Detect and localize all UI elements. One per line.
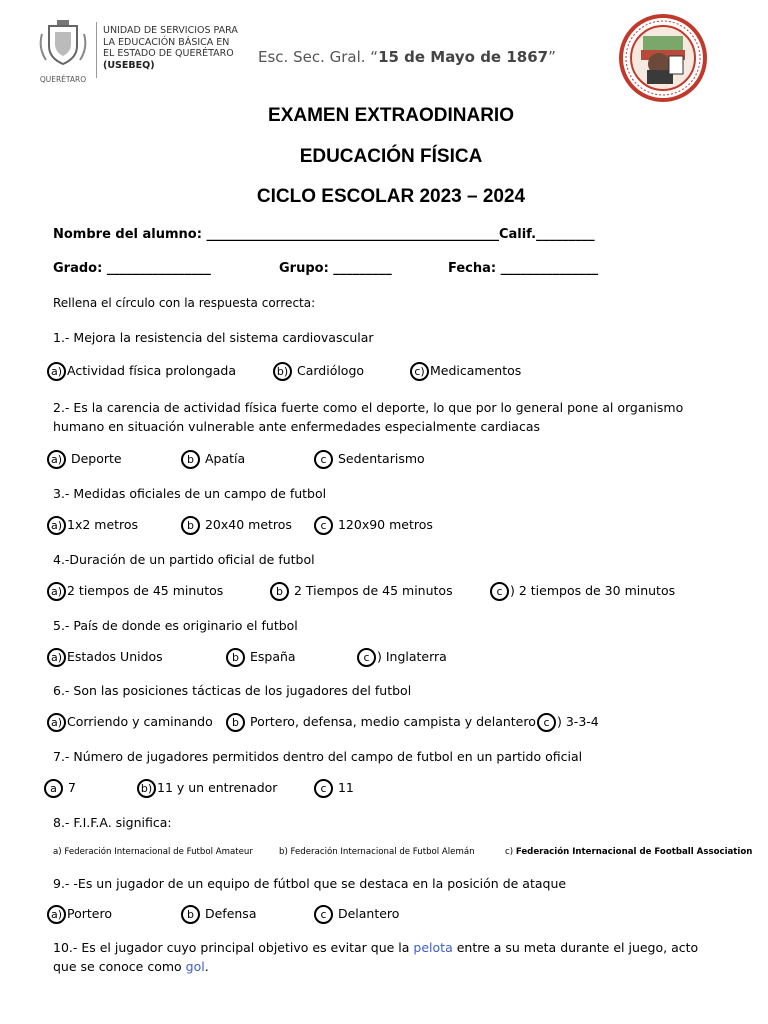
option-1c[interactable]: c) Medicamentos [410,362,521,381]
logo-caption: QUERÉTARO [39,75,87,84]
question-7: 7.- Número de jugadores permitidos dentro del campo de futbol en un partido oficial [53,749,583,764]
school-year-title: CICLO ESCOLAR 2023 – 2024 [256,186,526,207]
org-line: (USEBEQ) [103,59,155,71]
option-6c[interactable]: c ) 3-3-4 [537,713,599,732]
option-9c[interactable]: c Delantero [314,905,399,924]
student-name-field[interactable]: Nombre del alumno: _____________________________________________Calif._________ [53,227,595,242]
school-seal-icon [619,14,707,102]
option-8c[interactable]: c) Federación Internacional de Football Association [505,847,753,857]
pelota-link[interactable]: pelota [413,940,453,955]
school-name-bold: 15 de Mayo de 1867 [378,48,549,66]
answer-circle[interactable]: a) [47,582,66,601]
question-2: 2.- Es la carencia de actividad física fuerte como el deporte, lo que por lo general pone al organismo humano en situación vulnerable ante enfermedades especialmente cardiacas [53,400,684,434]
answer-circle[interactable]: a) [47,905,66,924]
question-10: 10.- Es el jugador cuyo principal objetivo es evitar que la pelota entre a su meta durante el juego, acto que se conoce como gol. [53,940,699,974]
question-9: 9.- -Es un jugador de un equipo de fútbol que se destaca en la posición de ataque [53,876,567,891]
question-8: 8.- F.I.F.A. significa: [53,815,172,830]
answer-circle[interactable]: c [314,779,333,798]
instructions: Rellena el círculo con la respuesta correcta: [53,296,316,310]
org-line: UNIDAD DE SERVICIOS PARA [103,25,238,36]
option-1a[interactable]: a) Actividad física prolongada [47,362,236,381]
state-logo [34,20,92,84]
answer-circle[interactable]: b [181,516,200,535]
option-7b[interactable]: b) 11 y un entrenador [137,779,277,798]
answer-circle[interactable]: b [270,582,289,601]
option-3a[interactable]: a) 1x2 metros [47,516,138,535]
answer-circle[interactable]: a) [47,450,66,469]
grade-field[interactable]: Grado: ________________ [53,261,211,276]
option-4c[interactable]: c ) 2 tiempos de 30 minutos [490,582,675,601]
answer-circle[interactable]: b [181,450,200,469]
answer-circle[interactable]: a) [47,362,66,381]
answer-circle[interactable]: a [44,779,63,798]
option-9b[interactable]: b Defensa [181,905,256,924]
answer-circle[interactable]: a) [47,648,66,667]
question-4: 4.-Duración de un partido oficial de futbol [53,552,315,567]
option-8a[interactable]: a) Federación Internacional de Futbol Amateur [53,847,253,857]
option-2c[interactable]: c Sedentarismo [314,450,425,469]
option-9a[interactable]: a) Portero [47,905,112,924]
option-8b[interactable]: b) Federación Internacional de Futbol Alemán [279,847,475,857]
school-seal [619,14,707,107]
option-3b[interactable]: b 20x40 metros [181,516,292,535]
date-field[interactable]: Fecha: _______________ [448,261,599,276]
answer-circle[interactable]: c) [410,362,429,381]
answer-circle[interactable]: b [226,648,245,667]
school-name: Esc. Sec. Gral. “15 de Mayo de 1867” [258,48,556,66]
option-4b[interactable]: b 2 Tiempos de 45 minutos [270,582,453,601]
org-name [103,25,238,71]
answer-circle[interactable]: c [314,450,333,469]
option-5b[interactable]: b España [226,648,296,667]
option-5a[interactable]: a) Estados Unidos [47,648,163,667]
exam-title: EXAMEN EXTRAODINARIO [268,105,514,126]
option-6a[interactable]: a) Corriendo y caminando [47,713,213,732]
question-3: 3.- Medidas oficiales de un campo de futbol [53,486,327,501]
option-6b[interactable]: b Portero, defensa, medio campista y delantero [226,713,536,732]
answer-circle[interactable]: c [537,713,556,732]
answer-circle[interactable]: a) [47,713,66,732]
question-1: 1.- Mejora la resistencia del sistema cardiovascular [53,330,374,345]
option-4a[interactable]: a) 2 tiempos de 45 minutos [47,582,223,601]
group-field[interactable]: Grupo: _________ [279,261,392,276]
option-7c[interactable]: c 11 [314,779,354,798]
option-1b[interactable]: b) Cardiólogo [273,362,364,381]
answer-circle[interactable]: c [490,582,509,601]
logo-divider [96,22,97,78]
answer-circle[interactable]: b [181,905,200,924]
subject-title: EDUCACIÓN FÍSICA [299,146,483,167]
answer-circle[interactable]: b [226,713,245,732]
org-line: EL ESTADO DE QUERÉTARO [103,48,234,59]
gol-link[interactable]: gol [185,959,205,974]
question-6: 6.- Son las posiciones tácticas de los jugadores del futbol [53,683,412,698]
shield-logo-icon [34,20,92,68]
option-7a[interactable]: a 7 [44,779,76,798]
answer-circle[interactable]: c [314,905,333,924]
org-line: LA EDUCACIÓN BÁSICA EN [103,36,230,48]
option-5c[interactable]: c ) Inglaterra [357,648,447,667]
option-2a[interactable]: a) Deporte [47,450,122,469]
answer-circle[interactable]: a) [47,516,66,535]
answer-circle[interactable]: b) [137,779,156,798]
option-3c[interactable]: c 120x90 metros [314,516,433,535]
option-2b[interactable]: b Apatía [181,450,245,469]
answer-circle[interactable]: c [314,516,333,535]
answer-circle[interactable]: c [357,648,376,667]
answer-circle[interactable]: b) [273,362,292,381]
question-5: 5.- País de donde es originario el futbol [53,618,298,633]
